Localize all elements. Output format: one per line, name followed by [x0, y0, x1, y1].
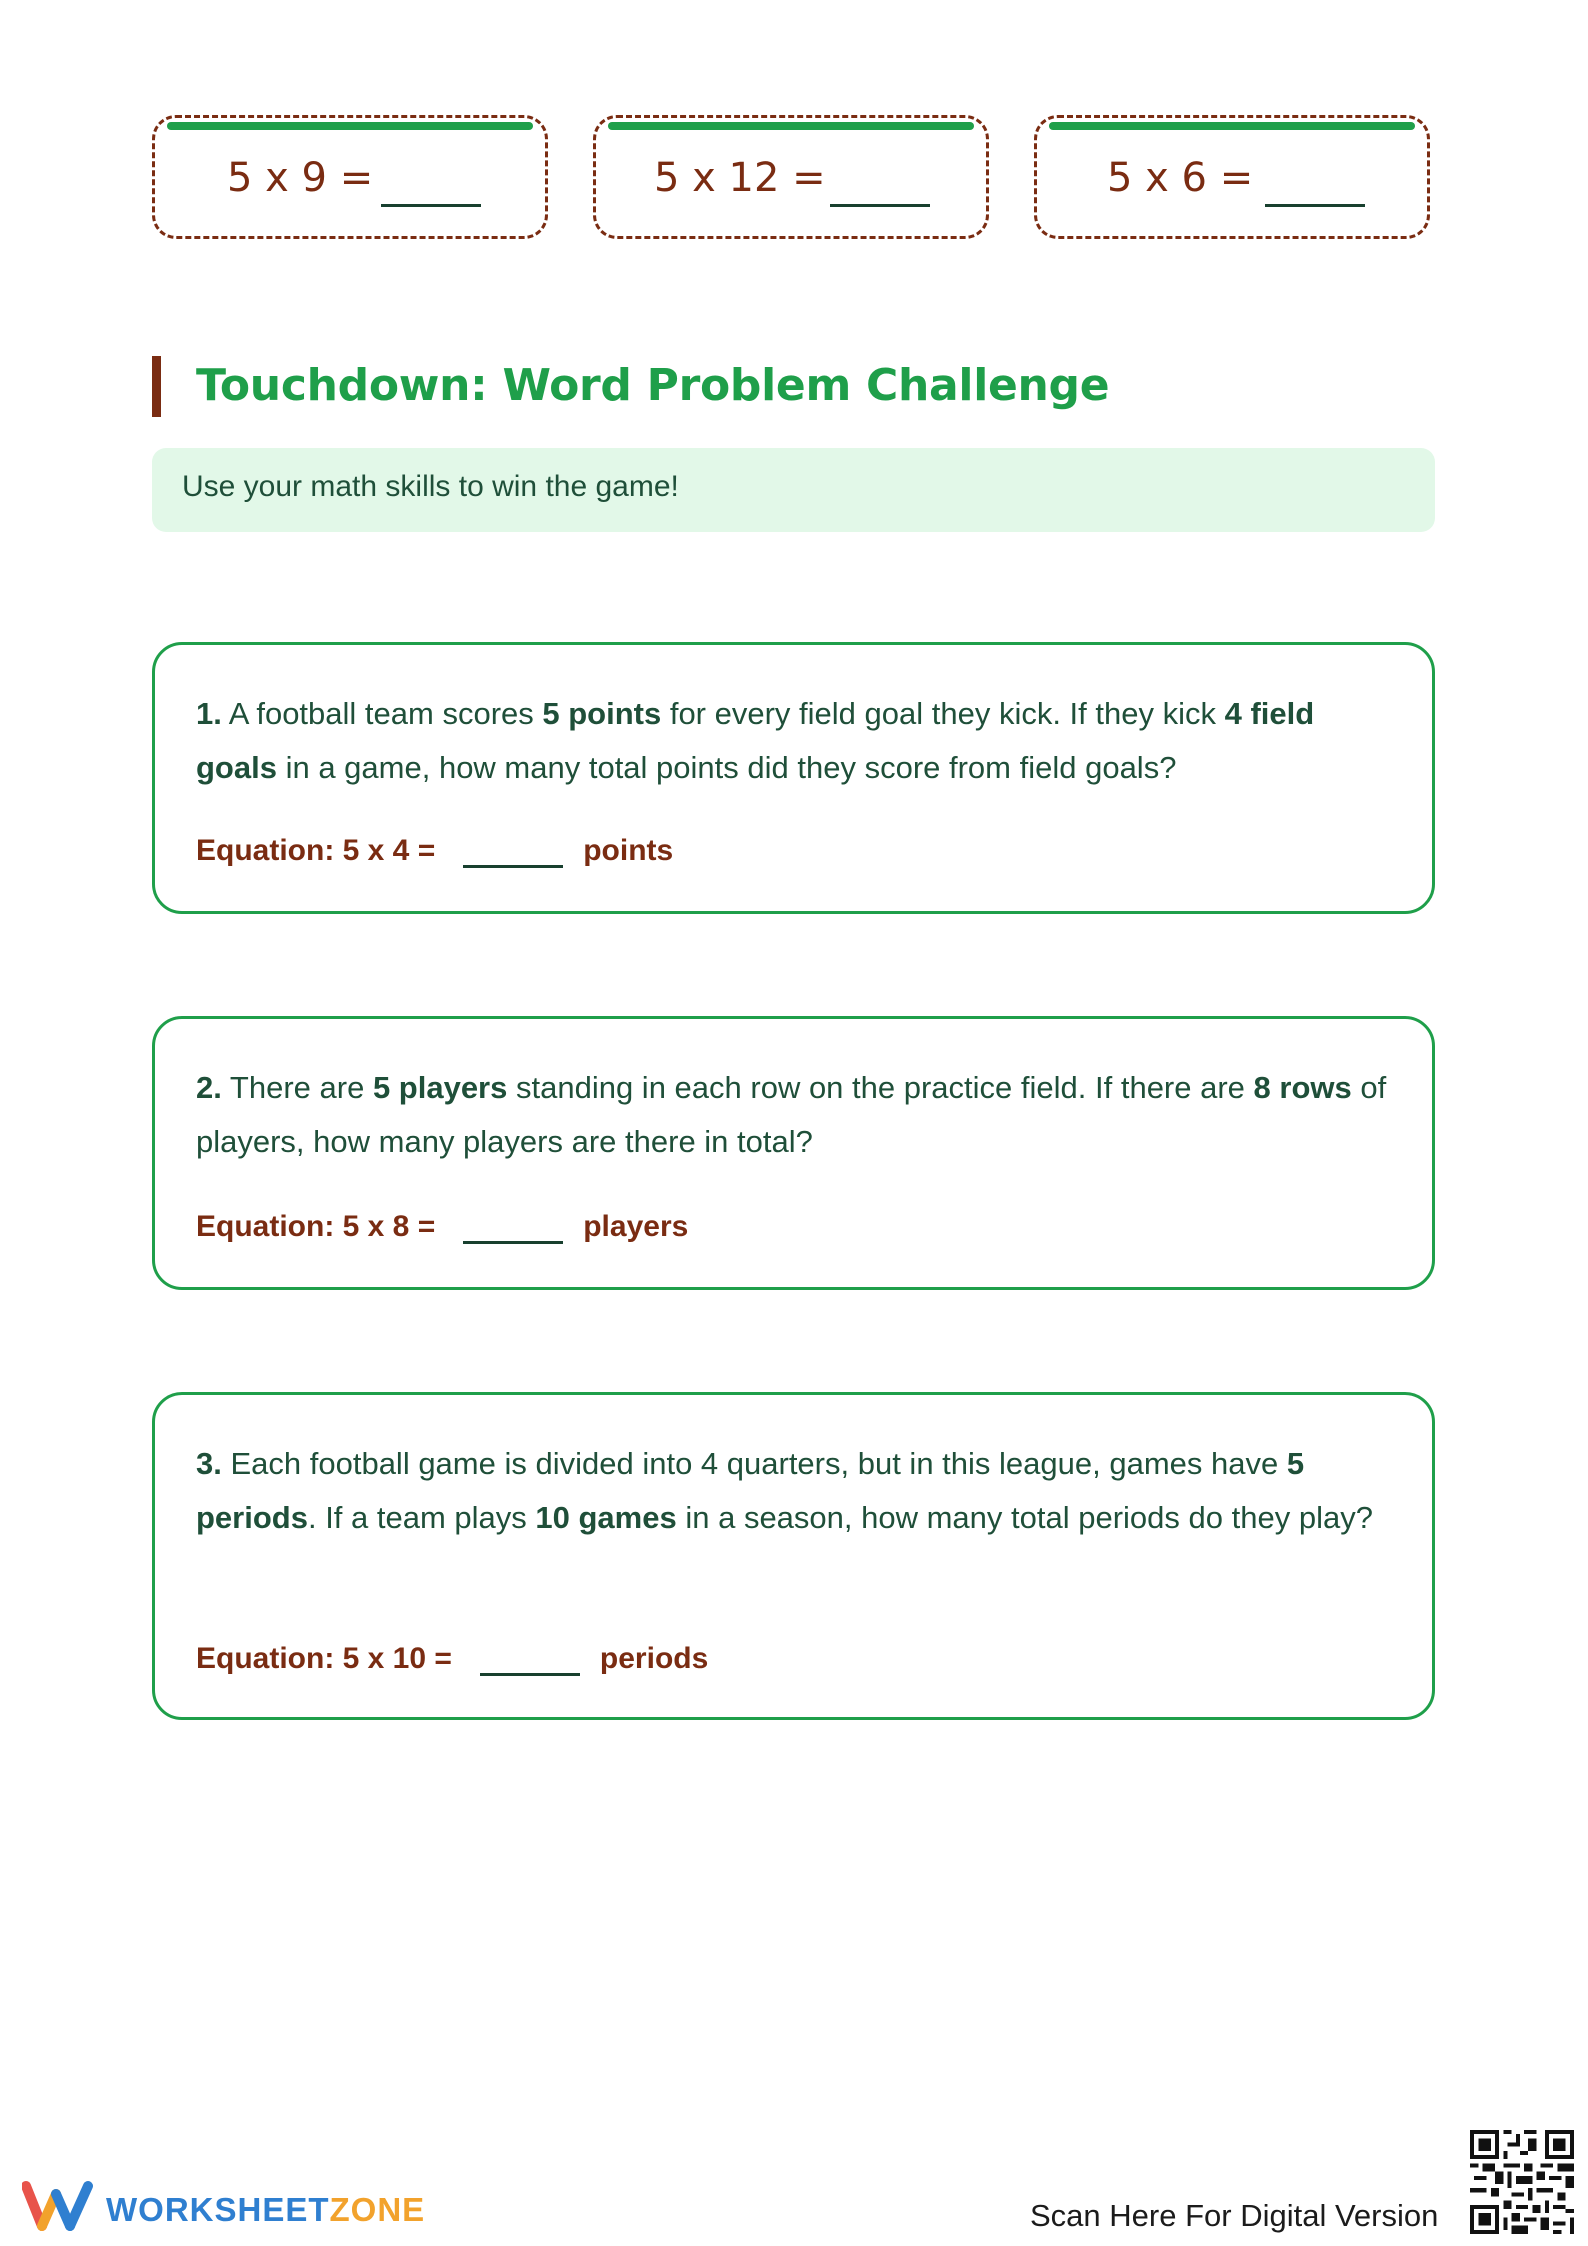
fact-equation: 5 x 6 =	[1107, 155, 1254, 201]
worksheetzone-logo-icon	[22, 2180, 94, 2232]
equation-label: Equation: 5 x 8 =	[196, 1210, 436, 1243]
fact-card-accent-bar	[167, 122, 533, 130]
answer-blank[interactable]	[830, 204, 930, 207]
qr-code-icon[interactable]	[1470, 2130, 1574, 2234]
problem-text-segment: in a game, how many total points did they score from field goals?	[276, 750, 1177, 785]
word-problem-1	[152, 642, 1435, 914]
answer-blank[interactable]	[463, 1205, 563, 1244]
equation-unit: points	[583, 834, 674, 867]
problem-text-segment: . If a team plays	[307, 1500, 536, 1535]
problem-key-value: 5 players	[372, 1070, 508, 1105]
problem-text-segment: There are	[221, 1070, 373, 1105]
problem-text-segment: Each football game is divided into 4 quarters, but in this league, games have	[221, 1446, 1287, 1481]
section-intro-text: Use your math skills to win the game!	[182, 470, 679, 503]
equation-line	[196, 829, 673, 868]
equation-line	[196, 1205, 688, 1244]
problem-key-value: 5 points	[542, 696, 662, 731]
answer-blank[interactable]	[463, 829, 563, 868]
problem-key-value: 4 field goals	[196, 696, 1315, 785]
answer-blank[interactable]	[480, 1637, 580, 1676]
problem-number: 1.	[196, 696, 222, 731]
equation-unit: periods	[599, 1642, 709, 1675]
problem-text	[196, 1437, 1396, 1545]
equation-unit: players	[583, 1210, 689, 1243]
fact-card-accent-bar	[608, 122, 974, 130]
word-problem-2	[152, 1016, 1435, 1290]
answer-blank[interactable]	[1265, 204, 1365, 207]
problem-text-segment: for every field goal they kick. If they kick	[661, 696, 1225, 731]
brand-part-2: ZONE	[329, 2191, 426, 2228]
fact-equation: 5 x 12 =	[654, 155, 826, 201]
fact-cards-row	[152, 115, 1434, 243]
fact-card-3	[1034, 115, 1430, 239]
problem-text	[196, 1061, 1396, 1169]
footer-brand	[106, 2191, 425, 2229]
fact-equation: 5 x 9 =	[227, 155, 374, 201]
brand-part-1: WORKSHEET	[106, 2191, 330, 2228]
fact-card-1	[152, 115, 548, 239]
problem-number: 3.	[196, 1446, 222, 1481]
problem-key-value: 5 periods	[196, 1446, 1305, 1535]
section-title: Touchdown: Word Problem Challenge	[196, 360, 1110, 411]
problem-text-segment: in a season, how many total periods do they play?	[676, 1500, 1373, 1535]
problem-text-segment: A football team scores	[221, 696, 543, 731]
fact-card-2	[593, 115, 989, 239]
equation-label: Equation: 5 x 10 =	[196, 1642, 452, 1675]
section-title-accent-bar	[152, 356, 161, 417]
answer-blank[interactable]	[381, 204, 481, 207]
equation-label: Equation: 5 x 4 =	[196, 834, 436, 867]
problem-number: 2.	[196, 1070, 222, 1105]
equation-line	[196, 1637, 708, 1676]
scan-instruction: Scan Here For Digital Version	[1030, 2198, 1439, 2233]
problem-text	[196, 687, 1396, 795]
problem-text-segment: of players, how many players are there in total?	[196, 1070, 1387, 1159]
word-problem-3	[152, 1392, 1435, 1720]
problem-key-value: 8 rows	[1253, 1070, 1352, 1105]
fact-card-accent-bar	[1049, 122, 1415, 130]
section-intro-banner	[152, 448, 1435, 532]
problem-text-segment: standing in each row on the practice field. If there are	[507, 1070, 1254, 1105]
problem-key-value: 10 games	[535, 1500, 677, 1535]
